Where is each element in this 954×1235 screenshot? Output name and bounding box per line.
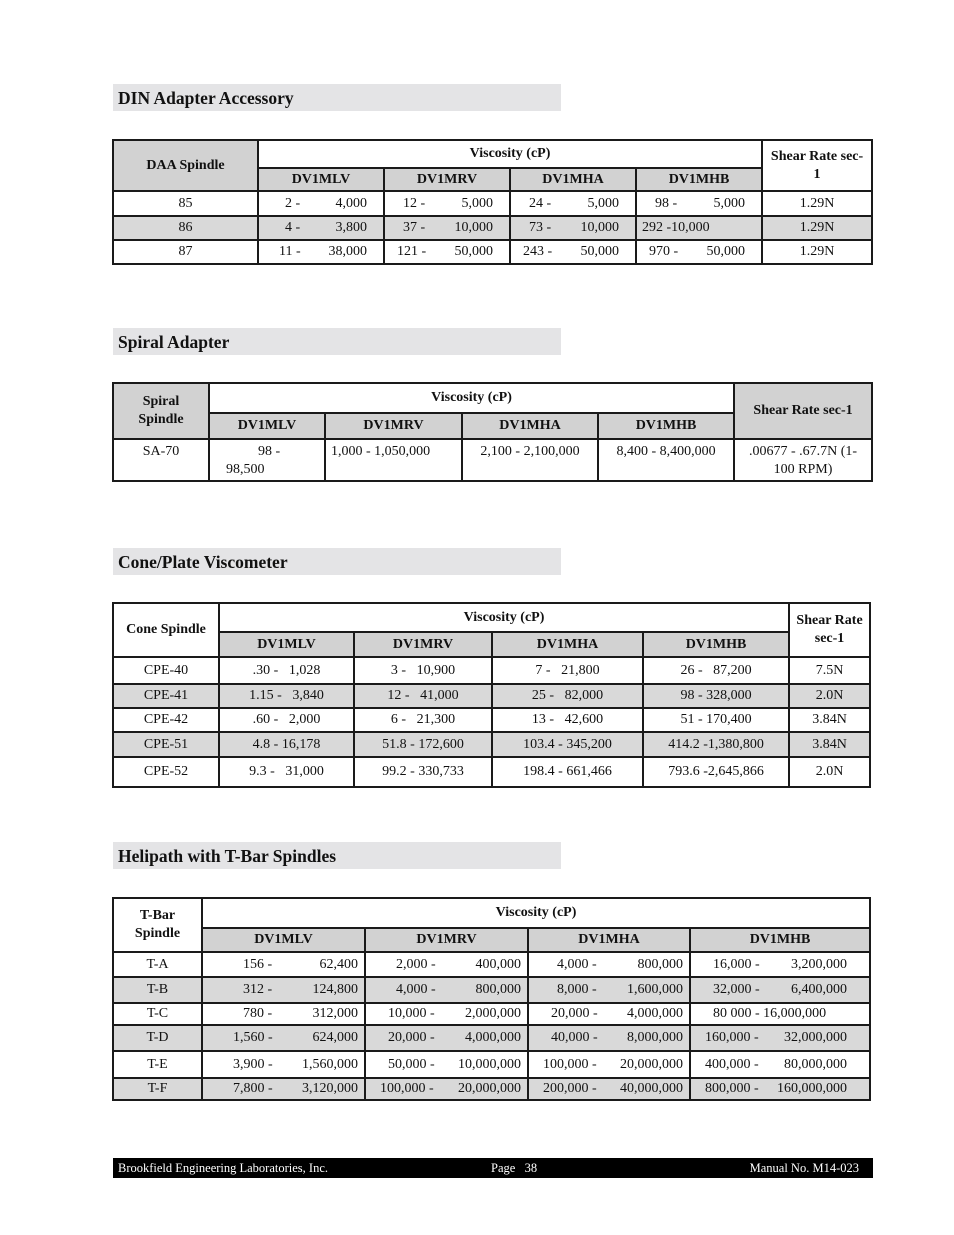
range-cell: 98 - 98,500: [209, 439, 325, 481]
range-cell: 780 - 312,000: [202, 1003, 365, 1025]
spindle-cell: 87: [113, 240, 258, 264]
range-cell: 2,100 - 2,100,000: [462, 439, 598, 481]
range-cell: 24 - 5,000: [510, 191, 636, 216]
range-cell: 121 - 50,000: [384, 240, 510, 264]
spindle-cell: T-D: [113, 1025, 202, 1051]
footer-manual-number: Manual No. M14-023: [749, 1161, 859, 1175]
spindle-cell: CPE-41: [113, 684, 219, 708]
model-header: DV1MLV: [258, 168, 384, 191]
shear-cell: 7.5N: [789, 657, 870, 684]
range-cell: 400,000 - 80,000,000: [690, 1051, 870, 1078]
range-cell: 970 - 50,000: [636, 240, 762, 264]
range-cell: 9.3 - 31,000: [219, 757, 354, 787]
model-header: DV1MHB: [643, 632, 789, 657]
table-row: [113, 1025, 870, 1051]
range-cell: 4,000 - 800,000: [365, 977, 528, 1003]
din-adapter-table: [112, 139, 873, 265]
shear-rate-header: Shear Rate sec-1: [734, 383, 872, 439]
spiral-adapter-table: [112, 382, 873, 482]
table-row: [113, 684, 870, 708]
viscosity-header: Viscosity (cP): [209, 383, 734, 413]
range-cell: 3 - 10,900: [354, 657, 492, 684]
range-cell: 16,000 - 3,200,000: [690, 952, 870, 977]
spindle-header: DAA Spindle: [113, 140, 258, 191]
range-cell: 793.6 -2,645,866: [643, 757, 789, 787]
range-cell: 243 - 50,000: [510, 240, 636, 264]
range-cell: 37 - 10,000: [384, 216, 510, 240]
table-row: [113, 240, 872, 264]
shear-rate-header: Shear Rate sec-1: [762, 140, 872, 191]
helipath-table: [112, 897, 871, 1101]
page-footer: [113, 1158, 873, 1178]
range-cell: 800,000 - 160,000,000: [690, 1078, 870, 1100]
range-cell: 10,000 - 2,000,000: [365, 1003, 528, 1025]
table-row: [113, 216, 872, 240]
spindle-cell: T-A: [113, 952, 202, 977]
range-cell: .30 - 1,028: [219, 657, 354, 684]
table-row: [113, 757, 870, 787]
range-cell: 73 - 10,000: [510, 216, 636, 240]
shear-cell: 1.29N: [762, 191, 872, 216]
model-header: DV1MHB: [690, 928, 870, 952]
model-header: DV1MLV: [209, 413, 325, 439]
viscosity-header: Viscosity (cP): [258, 140, 762, 168]
spindle-cell: CPE-51: [113, 732, 219, 757]
range-cell: 4,000 - 800,000: [528, 952, 690, 977]
range-cell: 98 - 5,000: [636, 191, 762, 216]
range-cell: 20,000 - 4,000,000: [528, 1003, 690, 1025]
range-cell: 8,400 - 8,400,000: [598, 439, 734, 481]
shear-cell: 3.84N: [789, 708, 870, 732]
model-header: DV1MHA: [492, 632, 643, 657]
range-cell: 25 - 82,000: [492, 684, 643, 708]
spindle-cell: T-E: [113, 1051, 202, 1078]
range-cell: 12 - 41,000: [354, 684, 492, 708]
range-cell: 4 - 3,800: [258, 216, 384, 240]
table-row: [113, 657, 870, 684]
section-title-spiral-adapter: Spiral Adapter: [113, 328, 561, 355]
section-title-cone-plate: Cone/Plate Viscometer: [113, 548, 561, 575]
table-row: [113, 191, 872, 216]
section-title-helipath: Helipath with T-Bar Spindles: [113, 842, 561, 869]
range-cell: 156 - 62,400: [202, 952, 365, 977]
range-cell: 1.15 - 3,840: [219, 684, 354, 708]
range-cell: 160,000 - 32,000,000: [690, 1025, 870, 1051]
range-cell: 7,800 - 3,120,000: [202, 1078, 365, 1100]
model-header: DV1MRV: [325, 413, 462, 439]
shear-cell: 3.84N: [789, 732, 870, 757]
table-row: [113, 1051, 870, 1078]
range-cell: 414.2 -1,380,800: [643, 732, 789, 757]
spindle-cell: 85: [113, 191, 258, 216]
range-cell: 2 - 4,000: [258, 191, 384, 216]
range-cell: 40,000 - 8,000,000: [528, 1025, 690, 1051]
range-cell: 51.8 - 172,600: [354, 732, 492, 757]
section-title-din-adapter: DIN Adapter Accessory: [113, 84, 561, 111]
range-cell: 6 - 21,300: [354, 708, 492, 732]
footer-page-number: Page 38: [491, 1161, 538, 1175]
table-row: [113, 439, 872, 481]
range-cell: .60 - 2,000: [219, 708, 354, 732]
model-header: DV1MHB: [636, 168, 762, 191]
shear-cell: 1.29N: [762, 240, 872, 264]
range-cell: 200,000 - 40,000,000: [528, 1078, 690, 1100]
footer-company: Brookfield Engineering Laboratories, Inc.: [118, 1161, 328, 1175]
model-header: DV1MRV: [354, 632, 492, 657]
table-row: [113, 708, 870, 732]
spindle-cell: SA-70: [113, 439, 209, 481]
spindle-header: T-Bar Spindle: [113, 898, 202, 952]
cone-plate-table: [112, 602, 871, 788]
range-cell: 8,000 - 1,600,000: [528, 977, 690, 1003]
spindle-cell: T-B: [113, 977, 202, 1003]
range-cell: 3,900 - 1,560,000: [202, 1051, 365, 1078]
range-cell: 12 - 5,000: [384, 191, 510, 216]
table-row: [113, 732, 870, 757]
table-row: [113, 1003, 870, 1025]
spindle-header: Spiral Spindle: [113, 383, 209, 439]
shear-cell: .00677 - .67.7N (1-100 RPM): [734, 439, 872, 481]
range-cell: 50,000 - 10,000,000: [365, 1051, 528, 1078]
model-header: DV1MHA: [528, 928, 690, 952]
shear-rate-header: Shear Rate sec-1: [789, 603, 870, 657]
range-cell: 99.2 - 330,733: [354, 757, 492, 787]
range-cell: 13 - 42,600: [492, 708, 643, 732]
range-cell: 26 - 87,200: [643, 657, 789, 684]
model-header: DV1MHB: [598, 413, 734, 439]
model-header: DV1MRV: [384, 168, 510, 191]
spindle-cell: T-F: [113, 1078, 202, 1100]
range-cell: 98 - 328,000: [643, 684, 789, 708]
range-cell: 1,000 - 1,050,000: [325, 439, 462, 481]
spindle-cell: T-C: [113, 1003, 202, 1025]
range-cell: 292 -10,000: [636, 216, 762, 240]
spindle-cell: CPE-42: [113, 708, 219, 732]
range-cell: 32,000 - 6,400,000: [690, 977, 870, 1003]
spindle-header: Cone Spindle: [113, 603, 219, 657]
model-header: DV1MRV: [365, 928, 528, 952]
table-row: [113, 952, 870, 977]
range-cell: 51 - 170,400: [643, 708, 789, 732]
model-header: DV1MHA: [462, 413, 598, 439]
range-cell: 11 - 38,000: [258, 240, 384, 264]
spindle-cell: CPE-40: [113, 657, 219, 684]
range-cell: 100,000 - 20,000,000: [365, 1078, 528, 1100]
range-cell: 20,000 - 4,000,000: [365, 1025, 528, 1051]
viscosity-header: Viscosity (cP): [219, 603, 789, 632]
table-row: [113, 1078, 870, 1100]
shear-cell: 2.0N: [789, 684, 870, 708]
range-cell: 2,000 - 400,000: [365, 952, 528, 977]
range-cell: 312 - 124,800: [202, 977, 365, 1003]
range-cell: 198.4 - 661,466: [492, 757, 643, 787]
viscosity-header: Viscosity (cP): [202, 898, 870, 928]
range-cell: 100,000 - 20,000,000: [528, 1051, 690, 1078]
range-cell: 4.8 - 16,178: [219, 732, 354, 757]
range-cell: 103.4 - 345,200: [492, 732, 643, 757]
range-cell: 80 000 - 16,000,000: [690, 1003, 870, 1025]
shear-cell: 2.0N: [789, 757, 870, 787]
model-header: DV1MLV: [202, 928, 365, 952]
range-cell: 1,560 - 624,000: [202, 1025, 365, 1051]
model-header: DV1MHA: [510, 168, 636, 191]
model-header: DV1MLV: [219, 632, 354, 657]
spindle-cell: CPE-52: [113, 757, 219, 787]
table-row: [113, 977, 870, 1003]
range-cell: 7 - 21,800: [492, 657, 643, 684]
shear-cell: 1.29N: [762, 216, 872, 240]
spindle-cell: 86: [113, 216, 258, 240]
